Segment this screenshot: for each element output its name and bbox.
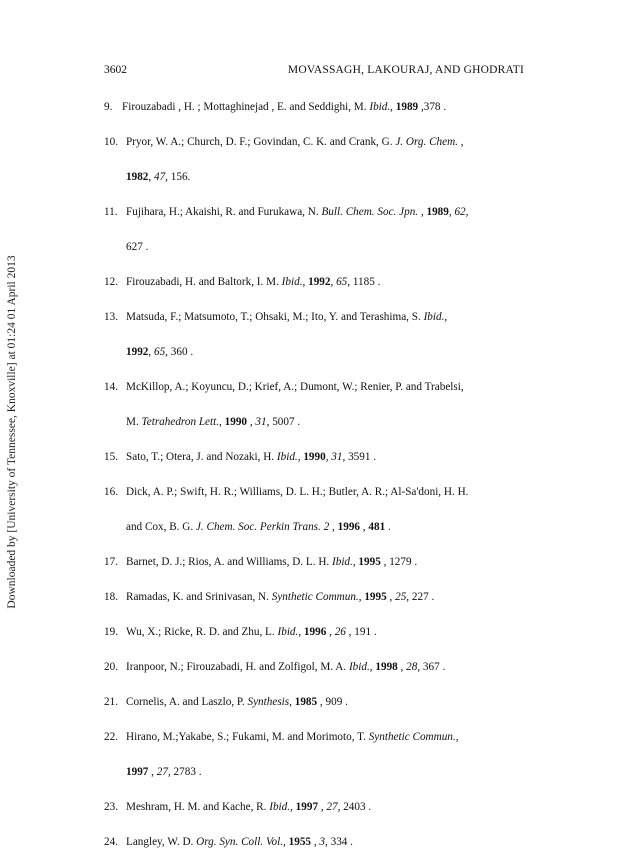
reference-line: Pryor, W. A.; Church, D. F.; Govindan, C. K. and Crank, G. J. Org. Chem. , bbox=[126, 136, 464, 148]
reference-item bbox=[104, 96, 524, 120]
reference-number: 22. bbox=[104, 731, 118, 743]
reference-item bbox=[104, 306, 524, 365]
reference-text bbox=[104, 201, 524, 260]
reference-number: 19. bbox=[104, 626, 118, 638]
reference-line: Firouzabadi, H. and Baltork, I. M. Ibid., 1992, 65, 1185 . bbox=[126, 276, 381, 288]
reference-number: 16. bbox=[104, 486, 118, 498]
reference-text bbox=[104, 481, 524, 540]
reference-line: Sato, T.; Otera, J. and Nozaki, H. Ibid., 1990, 31, 3591 . bbox=[126, 451, 377, 463]
reference-text bbox=[104, 726, 524, 785]
reference-item bbox=[104, 271, 524, 295]
reference-line: 627 . bbox=[126, 241, 149, 253]
page-header bbox=[104, 64, 524, 80]
reference-line: Langley, W. D. Org. Syn. Coll. Vol., 1955 , 3, 334 . bbox=[126, 836, 353, 848]
reference-number: 21. bbox=[104, 696, 118, 708]
reference-text bbox=[104, 621, 524, 645]
reference-item bbox=[104, 201, 524, 260]
reference-item bbox=[104, 656, 524, 680]
reference-line: 1982, 47, 156. bbox=[126, 171, 191, 183]
reference-line: Matsuda, F.; Matsumoto, T.; Ohsaki, M.; Ito, Y. and Terashima, S. Ibid., bbox=[126, 311, 448, 323]
page-number: 3602 bbox=[104, 64, 127, 76]
reference-line: Hirano, M.;Yakabe, S.; Fukami, M. and Morimoto, T. Synthetic Commun., bbox=[126, 731, 459, 743]
reference-number: 17. bbox=[104, 556, 118, 568]
reference-item bbox=[104, 586, 524, 610]
download-watermark bbox=[0, 0, 24, 864]
reference-number: 15. bbox=[104, 451, 118, 463]
reference-number: 13. bbox=[104, 311, 118, 323]
reference-text bbox=[104, 656, 524, 680]
reference-text bbox=[104, 551, 524, 575]
reference-text bbox=[104, 831, 524, 855]
reference-item bbox=[104, 621, 524, 645]
reference-number: 18. bbox=[104, 591, 118, 603]
reference-item bbox=[104, 691, 524, 715]
reference-line: M. Tetrahedron Lett., 1990 , 31, 5007 . bbox=[126, 416, 301, 428]
reference-number: 20. bbox=[104, 661, 118, 673]
reference-number: 23. bbox=[104, 801, 118, 813]
reference-text bbox=[104, 446, 524, 470]
reference-line: Ramadas, K. and Srinivasan, N. Synthetic Commun., 1995 , 25, 227 . bbox=[126, 591, 435, 603]
reference-number: 11. bbox=[104, 206, 118, 218]
reference-line: Wu, X.; Ricke, R. D. and Zhu, L. Ibid., 1996 , 26 , 191 . bbox=[126, 626, 377, 638]
reference-line: 1997 , 27, 2783 . bbox=[126, 766, 202, 778]
reference-line: Iranpoor, N.; Firouzabadi, H. and Zolfigol, M. A. Ibid., 1998 , 28, 367 . bbox=[126, 661, 446, 673]
running-head: MOVASSAGH, LAKOURAJ, AND GHODRATI bbox=[287, 64, 524, 76]
reference-number: 12. bbox=[104, 276, 118, 288]
reference-item bbox=[104, 446, 524, 470]
reference-number: 9. bbox=[104, 101, 113, 113]
reference-item bbox=[104, 376, 524, 435]
reference-item bbox=[104, 481, 524, 540]
reference-item bbox=[104, 796, 524, 820]
reference-line: and Cox, B. G. J. Chem. Soc. Perkin Trans. 2 , 1996 , 481 . bbox=[126, 521, 391, 533]
reference-number: 10. bbox=[104, 136, 118, 148]
reference-item bbox=[104, 831, 524, 855]
download-watermark-text: Downloaded by [University of Tennessee, Knoxville] at 01:24 01 April 2013 bbox=[6, 255, 18, 609]
reference-line: 1992, 65, 360 . bbox=[126, 346, 194, 358]
reference-line: Barnet, D. J.; Rios, A. and Williams, D. L. H. Ibid., 1995 , 1279 . bbox=[126, 556, 418, 568]
reference-item bbox=[104, 131, 524, 190]
reference-line: Cornelis, A. and Laszlo, P. Synthesis, 1985 , 909 . bbox=[126, 696, 348, 708]
reference-list bbox=[104, 96, 524, 866]
reference-item bbox=[104, 726, 524, 785]
reference-text bbox=[104, 271, 524, 295]
reference-line: Dick, A. P.; Swift, H. R.; Williams, D. L. H.; Butler, A. R.; Al-Sa'doni, H. H. bbox=[126, 486, 469, 498]
reference-line: Fujihara, H.; Akaishi, R. and Furukawa, N. Bull. Chem. Soc. Jpn. , 1989, 62, bbox=[126, 206, 469, 218]
reference-text bbox=[104, 691, 524, 715]
reference-text bbox=[104, 586, 524, 610]
reference-text bbox=[104, 376, 524, 435]
reference-item bbox=[104, 551, 524, 575]
reference-text bbox=[104, 131, 524, 190]
reference-text bbox=[104, 306, 524, 365]
reference-text bbox=[104, 96, 524, 120]
reference-number: 24. bbox=[104, 836, 118, 848]
reference-number: 14. bbox=[104, 381, 118, 393]
reference-text bbox=[104, 796, 524, 820]
reference-line: McKillop, A.; Koyuncu, D.; Krief, A.; Dumont, W.; Renier, P. and Trabelsi, bbox=[126, 381, 464, 393]
reference-line: Meshram, H. M. and Kache, R. Ibid., 1997 , 27, 2403 . bbox=[126, 801, 372, 813]
reference-line: Firouzabadi , H. ; Mottaghinejad , E. and Seddighi, M. Ibid., 1989 ,378 . bbox=[122, 101, 447, 113]
